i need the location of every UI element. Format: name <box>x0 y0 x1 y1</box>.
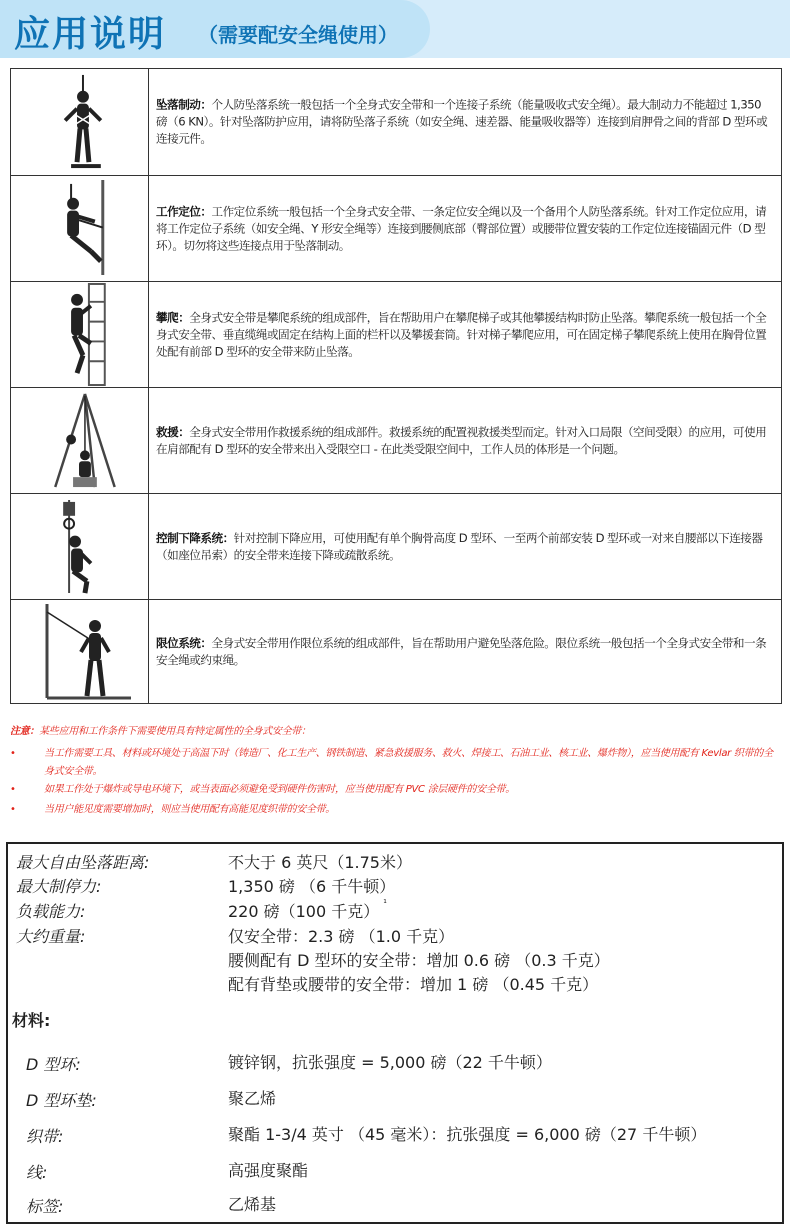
max-free-fall-value: 不大于 6 英尺（1.75米） <box>228 853 412 872</box>
page-title: 应用说明 <box>14 14 167 55</box>
fall-arrest-icon <box>11 69 149 175</box>
application-row-work-positioning <box>11 176 781 282</box>
material-value-webbing: 聚酯 1-3/4 英寸 （45 毫米）：抗张强度 = 6,000 磅（27 千牛顿） <box>228 1125 707 1144</box>
application-desc: 工作定位：工作定位系统一般包括一个全身式安全带、一条定位安全绳以及一个备用个人防坠落系统。针对工作定位应用，请将工作定位子系统（如安全绳、Y 形安全绳等）连接到腰侧底部（臀部位置）或腰带位置安装的工作定位连接锚固元件（D 型环）。切勿将这些连接点用于坠落制动。 <box>156 204 767 252</box>
restraint-icon <box>11 600 149 704</box>
material-label-webbing: 织带: <box>26 1127 64 1146</box>
material-label-d-ring: D 型环: <box>26 1055 81 1074</box>
application-row-controlled-descent <box>11 494 781 600</box>
note-heading: 注意：某些应用和工作条件下需要使用具有特定属性的全身式安全带： <box>10 726 311 737</box>
application-desc: 控制下降系统：针对控制下降应用，可使用配有单个胸骨高度 D 型环、一至两个前部安装 D 型环或一对来自腰部以下连接器（如座位吊索）的安全带来连接下降或疏散系统。 <box>156 530 763 562</box>
application-row-restraint <box>11 600 781 704</box>
material-label-d-ring-pad: D 型环垫: <box>26 1091 97 1110</box>
application-row-fall-arrest <box>11 69 781 176</box>
max-arrest-value: 1,350 磅 （6 千牛顿） <box>228 877 396 896</box>
note-bullet: • <box>10 784 16 795</box>
material-value-d-ring-pad: 聚乙烯 <box>228 1089 277 1108</box>
work-positioning-icon <box>11 176 149 281</box>
application-desc: 限位系统：全身式安全带用作限位系统的组成部件，旨在帮助用户避免坠落危险。限位系统一般包括一个全身式安全带和一条安全绳或约束绳。 <box>156 636 767 667</box>
note-item: 如果工作处于爆炸或导电环境下，或当表面必须避免受到硬件伤害时，应当使用配有 PVC 涂层硬件的安全带。 <box>44 784 515 795</box>
capacity-footnote-mark: ¹ <box>383 899 387 909</box>
climbing-icon <box>11 282 149 387</box>
applications-table <box>10 68 782 704</box>
application-desc: 坠落制动：个人防坠落系统一般包括一个全身式安全带和一个连接子系统（能量吸收式安全绳）。最大制动力不能超过 1,350 磅（6 KN）。针对坠落防护应用，请将防坠落子系统（如安全绳、速差器、能量吸收器等）连接到肩胛骨之间的背部 D 型环或连接元件。 <box>156 97 768 146</box>
note-bullet: • <box>10 748 16 759</box>
rescue-tripod-icon <box>11 388 149 493</box>
note-item: 当用户能见度需要增加时，则应当使用配有高能见度织带的安全带。 <box>44 804 335 815</box>
application-desc: 攀爬：全身式安全带是攀爬系统的组成部件，旨在帮助用户在攀爬梯子或其他攀援结构时防止坠落。攀爬系统一般包括一个全身式安全带、垂直缆绳或固定在结构上面的栏杆以及攀援套筒。针对梯子攀爬应用，可在固定梯子攀爬系统上使用在胸骨位置处配有前部 D 型环的安全带来防止坠落。 <box>156 310 767 358</box>
page-header <box>0 0 790 58</box>
application-row-climbing <box>11 282 781 388</box>
weight-label: 大约重量: <box>16 927 86 946</box>
specifications-box <box>6 842 784 1224</box>
weight-value-harness: 仅安全带：2.3 磅 （1.0 千克） <box>228 927 455 946</box>
application-desc: 救援：全身式安全带用作救援系统的组成部件。救援系统的配置视救援类型而定。针对入口局限（空间受限）的应用，可使用在肩部配有 D 型环的安全带来出入受限空口 - 在此类受限空间中，工作人员的体形是一个问题。 <box>156 424 767 456</box>
capacity-label: 负载能力: <box>16 902 86 921</box>
materials-heading: 材料: <box>12 1011 51 1030</box>
material-value-d-ring: 镀锌钢，抗张强度 = 5,000 磅（22 千牛顿） <box>228 1053 552 1072</box>
controlled-descent-icon <box>11 494 149 599</box>
max-free-fall-label: 最大自由坠落距离: <box>16 853 150 872</box>
note-bullet: • <box>10 804 16 815</box>
note-section <box>10 723 782 823</box>
note-item: 当工作需要工具、材料或环境处于高温下时（铸造厂、化工生产、钢铁制造、紧急救援服务、救火、焊接工、石油工业、核工业、爆炸物），应当使用配有 Kevlar 织带的全身式安全带。 <box>44 748 773 777</box>
page-subtitle: （需要配安全绳使用） <box>198 23 398 47</box>
weight-value-back-pad: 配有背垫或腰带的安全带：增加 1 磅 （0.45 千克） <box>228 975 599 994</box>
material-label-tag: 标签: <box>26 1197 64 1216</box>
material-label-thread: 线: <box>26 1163 48 1182</box>
material-value-tag: 乙烯基 <box>228 1195 277 1214</box>
application-row-rescue <box>11 388 781 494</box>
capacity-value: 220 磅（100 千克） $^{^1}$ <box>228 899 387 921</box>
weight-value-side-d: 腰侧配有 D 型环的安全带：增加 0.6 磅 （0.3 千克） <box>228 951 610 970</box>
max-arrest-label: 最大制停力: <box>16 877 102 896</box>
material-value-thread: 高强度聚酯 <box>228 1161 309 1180</box>
